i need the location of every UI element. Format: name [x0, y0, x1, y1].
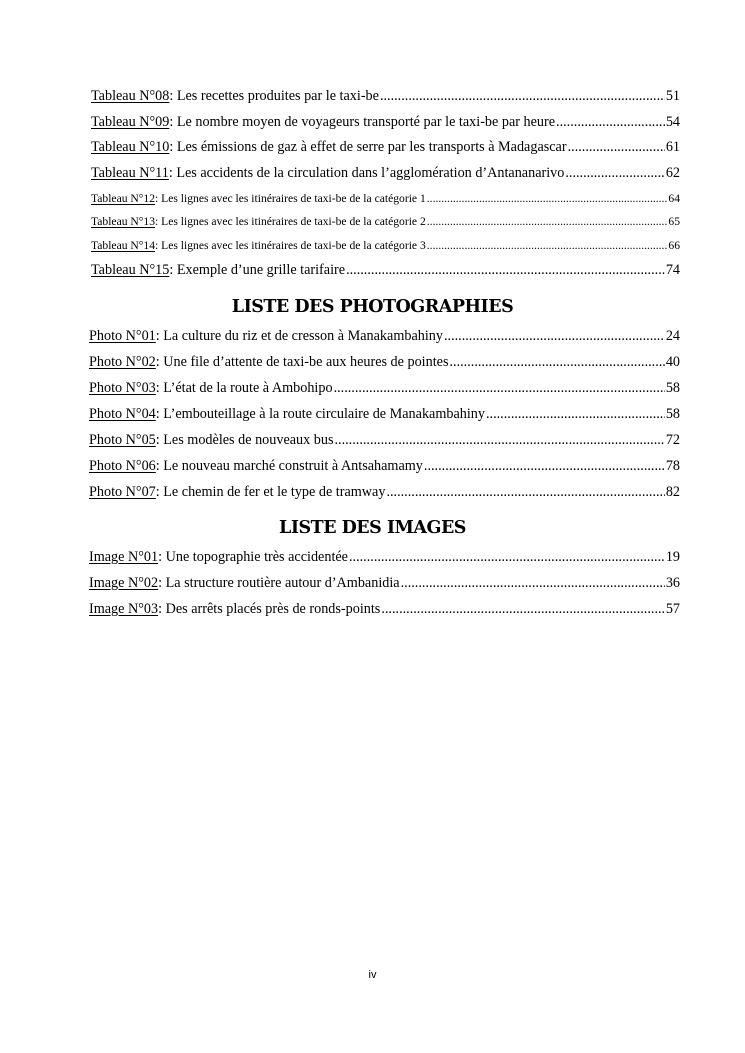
toc-leader-dots — [380, 89, 665, 105]
toc-entry-page: 74 — [665, 262, 680, 278]
toc-entry-page: 40 — [665, 354, 680, 370]
toc-entry-label: Photo N°07 — [89, 484, 156, 500]
toc-entry-title: : Le nouveau marché construit à Antsahamamy — [155, 458, 423, 474]
toc-entry-page: 64 — [668, 192, 680, 205]
toc-entry-photo-04 — [89, 407, 680, 423]
toc-entry-page: 19 — [665, 549, 680, 565]
toc-entry-page: 54 — [665, 114, 680, 130]
toc-leader-dots — [568, 140, 665, 156]
toc-entry-table-09 — [91, 115, 680, 131]
toc-entry-page: 51 — [665, 88, 680, 104]
toc-entry-title: : Les lignes avec les itinéraires de taxi-be de la catégorie 2 — [155, 215, 426, 228]
toc-entry-page: 66 — [668, 239, 680, 252]
toc-entry-label: Image N°01 — [89, 549, 159, 565]
toc-entry-title: : Exemple d’une grille tarifaire — [169, 262, 346, 278]
toc-leader-dots — [486, 407, 665, 423]
toc-entry-page: 78 — [665, 458, 680, 474]
toc-entry-label: Tableau N°13 — [91, 215, 156, 228]
toc-leader-dots — [427, 240, 668, 253]
toc-entry-page: 62 — [665, 165, 680, 181]
toc-entry-title: : Les recettes produites par le taxi-be — [169, 88, 379, 104]
toc-leader-dots — [449, 355, 664, 371]
toc-entry-page: 58 — [665, 380, 680, 396]
toc-entry-image-02 — [89, 576, 680, 592]
toc-leader-dots — [386, 485, 664, 501]
toc-entry-label: Tableau N°15 — [91, 262, 170, 278]
toc-entry-page: 72 — [665, 432, 680, 448]
toc-leader-dots — [427, 193, 668, 206]
toc-leader-dots — [427, 216, 668, 229]
toc-entry-label: Tableau N°11 — [91, 165, 169, 181]
toc-entry-page: 24 — [665, 328, 680, 344]
toc-entry-page: 65 — [668, 215, 680, 228]
toc-leader-dots — [334, 433, 664, 449]
toc-entry-table-13 — [91, 216, 680, 229]
toc-entry-title: : Le chemin de fer et le type de tramway — [155, 484, 386, 500]
toc-leader-dots — [381, 602, 664, 618]
toc-entry-label: Photo N°06 — [89, 458, 156, 474]
toc-leader-dots — [565, 166, 664, 182]
toc-leader-dots — [334, 381, 665, 397]
toc-entry-table-10 — [91, 140, 680, 156]
toc-entry-title: : La structure routière autour d’Ambanidia — [158, 575, 400, 591]
toc-entry-label: Image N°02 — [89, 575, 159, 591]
photos-section-heading: LISTE DES PHOTOGRAPHIES — [231, 297, 514, 317]
toc-leader-dots — [346, 263, 665, 279]
toc-entry-title: : L’embouteillage à la route circulaire de Manakambahiny — [155, 406, 485, 422]
toc-entry-title: : Les lignes avec les itinéraires de taxi-be de la catégorie 3 — [155, 239, 426, 252]
toc-entry-photo-06 — [89, 459, 680, 475]
toc-entry-table-11 — [91, 166, 680, 182]
toc-entry-title: : Les émissions de gaz à effet de serre par les transports à Madagascar — [169, 139, 567, 155]
toc-entry-label: Tableau N°10 — [91, 139, 170, 155]
toc-entry-label: Image N°03 — [89, 601, 159, 617]
page-number: iv — [368, 969, 377, 981]
toc-entry-title: : Le nombre moyen de voyageurs transporté par le taxi-be par heure — [169, 114, 556, 130]
toc-entry-photo-03 — [89, 381, 680, 397]
toc-entry-title: : Les accidents de la circulation dans l’agglomération d’Antananarivo — [168, 165, 565, 181]
toc-entry-title: : La culture du riz et de cresson à Manakambahiny — [155, 328, 443, 344]
toc-entry-title: : Des arrêts placés près de ronds-points — [158, 601, 381, 617]
toc-entry-table-14 — [91, 240, 680, 253]
toc-leader-dots — [401, 576, 665, 592]
toc-entry-label: Tableau N°12 — [91, 192, 156, 205]
toc-entry-title: : Les modèles de nouveaux bus — [155, 432, 334, 448]
toc-entry-photo-07 — [89, 485, 680, 501]
toc-entry-label: Tableau N°08 — [91, 88, 170, 104]
toc-leader-dots — [349, 550, 665, 566]
toc-entry-label: Photo N°02 — [89, 354, 156, 370]
toc-entry-image-01 — [89, 550, 680, 566]
toc-entry-photo-05 — [89, 433, 680, 449]
images-section-heading: LISTE DES IMAGES — [279, 518, 466, 538]
toc-entry-page: 61 — [665, 139, 680, 155]
toc-entry-table-12 — [91, 193, 680, 206]
toc-entry-page: 58 — [665, 406, 680, 422]
toc-entry-title: : Une topographie très accidentée — [158, 549, 348, 565]
toc-entry-label: Photo N°04 — [89, 406, 156, 422]
toc-entry-label: Photo N°05 — [89, 432, 156, 448]
toc-entry-photo-02 — [89, 355, 680, 371]
toc-entry-page: 82 — [665, 484, 680, 500]
toc-entry-page: 36 — [665, 575, 680, 591]
toc-entry-title: : Une file d’attente de taxi-be aux heures de pointes — [155, 354, 449, 370]
toc-entry-label: Tableau N°09 — [91, 114, 170, 130]
toc-leader-dots — [424, 459, 665, 475]
toc-entry-title: : Les lignes avec les itinéraires de taxi-be de la catégorie 1 — [155, 192, 426, 205]
toc-entry-label: Photo N°03 — [89, 380, 156, 396]
toc-entry-photo-01 — [89, 329, 680, 345]
toc-entry-table-08 — [91, 89, 680, 105]
toc-entry-title: : L’état de la route à Ambohipo — [155, 380, 333, 396]
toc-entry-page: 57 — [665, 601, 680, 617]
toc-entry-table-15 — [91, 263, 680, 279]
toc-entry-label: Photo N°01 — [89, 328, 156, 344]
toc-entry-label: Tableau N°14 — [91, 239, 156, 252]
toc-leader-dots — [556, 115, 665, 131]
toc-leader-dots — [444, 329, 665, 345]
toc-entry-image-03 — [89, 602, 680, 618]
